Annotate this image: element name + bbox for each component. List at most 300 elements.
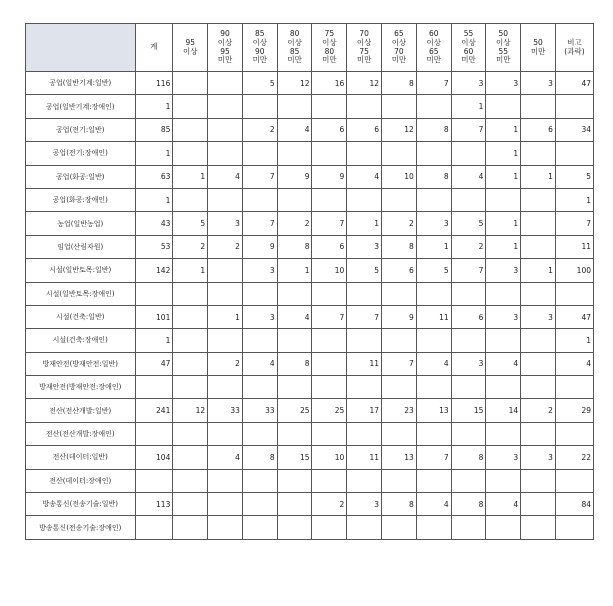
table-cell: 8 — [277, 235, 312, 258]
table-cell: 33 — [242, 399, 277, 422]
table-cell — [312, 329, 347, 352]
table-row — [26, 305, 594, 328]
table-cell: 22 — [555, 446, 593, 469]
table-cell — [173, 95, 208, 118]
column-header-line: 미만 — [530, 46, 546, 56]
table-cell: 1 — [555, 329, 593, 352]
column-header-line: 미만 — [356, 55, 372, 65]
table-cell: 3 — [347, 235, 382, 258]
table-cell — [173, 329, 208, 352]
table-cell: 4 — [486, 352, 521, 375]
table-cell — [521, 329, 556, 352]
table-cell: 5 — [242, 72, 277, 95]
table-cell — [451, 516, 486, 539]
table-cell — [416, 469, 451, 492]
table-cell: 3 — [486, 305, 521, 328]
table-cell: 9 — [312, 165, 347, 188]
table-cell — [382, 282, 417, 305]
table-cell — [312, 188, 347, 211]
table-cell: 3 — [416, 212, 451, 235]
table-cell: 2 — [208, 352, 243, 375]
table-cell — [486, 516, 521, 539]
table-cell: 8 — [382, 235, 417, 258]
row-label: 전산(데이터:일반) — [26, 446, 136, 469]
table-cell: 4 — [277, 118, 312, 141]
row-label: 전산(전산개발:장애인) — [26, 422, 136, 445]
table-row — [26, 329, 594, 352]
column-header-line: 미만 — [217, 55, 233, 65]
table-cell: 6 — [347, 118, 382, 141]
table-cell — [347, 422, 382, 445]
column-header-line: 이상 — [287, 37, 302, 47]
column-header-line: 미만 — [252, 55, 268, 65]
column-header-line: 미만 — [426, 55, 441, 65]
table-cell: 113 — [135, 493, 173, 516]
table-cell — [451, 142, 486, 165]
table-cell — [451, 282, 486, 305]
table-cell: 12 — [382, 118, 417, 141]
table-cell — [451, 422, 486, 445]
column-header — [173, 24, 208, 72]
column-header-line: 70 — [359, 29, 369, 39]
table-cell: 11 — [347, 446, 382, 469]
table-cell — [312, 376, 347, 399]
table-cell: 8 — [382, 493, 417, 516]
table-cell: 9 — [382, 305, 417, 328]
row-label: 방송통신(전송기술:일반) — [26, 493, 136, 516]
row-label: 농업(일반농업) — [26, 212, 136, 235]
table-cell — [486, 329, 521, 352]
table-cell — [312, 95, 347, 118]
table-row — [26, 282, 594, 305]
table-cell: 3 — [486, 72, 521, 95]
table-cell — [242, 376, 277, 399]
table-row — [26, 399, 594, 422]
table-cell: 8 — [277, 352, 312, 375]
table-cell — [382, 376, 417, 399]
row-label: 임업(산림자원) — [26, 235, 136, 258]
column-header-line: 55 — [498, 46, 509, 56]
table-cell: 8 — [416, 118, 451, 141]
table-cell: 4 — [486, 493, 521, 516]
table-cell — [416, 188, 451, 211]
table-cell: 15 — [451, 399, 486, 422]
table-cell — [208, 188, 243, 211]
table-cell — [382, 142, 417, 165]
table-cell — [173, 118, 208, 141]
table-cell: 3 — [486, 446, 521, 469]
table-cell: 8 — [451, 493, 486, 516]
table-cell — [208, 282, 243, 305]
column-header-line: 55 — [463, 29, 474, 39]
row-label: 시설(일반토목:장애인) — [26, 282, 136, 305]
table-cell — [451, 188, 486, 211]
table-cell — [521, 352, 556, 375]
column-header-line: 미만 — [287, 55, 302, 65]
table-cell — [555, 282, 593, 305]
table-cell — [347, 329, 382, 352]
table-cell: 10 — [382, 165, 417, 188]
table-cell — [208, 259, 243, 282]
table-cell: 8 — [242, 446, 277, 469]
column-header-line: 50 — [533, 37, 543, 47]
table-cell: 47 — [555, 72, 593, 95]
table-cell — [416, 422, 451, 445]
table-cell: 15 — [277, 446, 312, 469]
table-cell — [242, 469, 277, 492]
table-cell: 6 — [312, 235, 347, 258]
column-header — [277, 24, 312, 72]
column-header-line: 75 — [324, 29, 335, 39]
table-cell — [382, 95, 417, 118]
table-cell — [277, 142, 312, 165]
table-cell — [521, 282, 556, 305]
table-cell: 23 — [382, 399, 417, 422]
table-cell: 1 — [486, 165, 521, 188]
table-cell — [416, 376, 451, 399]
table-cell: 2 — [277, 212, 312, 235]
column-header-line: 미만 — [496, 55, 511, 65]
table-cell: 4 — [416, 352, 451, 375]
table-row — [26, 165, 594, 188]
table-cell: 1 — [135, 188, 173, 211]
column-header-line: 미만 — [322, 55, 337, 65]
table-cell — [521, 212, 556, 235]
table-cell: 1 — [135, 142, 173, 165]
table-cell: 47 — [555, 305, 593, 328]
column-header-line: 이상 — [183, 46, 198, 56]
table-cell — [451, 376, 486, 399]
table-cell — [347, 469, 382, 492]
table-cell: 11 — [555, 235, 593, 258]
table-cell — [173, 305, 208, 328]
table-cell: 5 — [347, 259, 382, 282]
table-cell: 7 — [451, 259, 486, 282]
table-cell: 7 — [347, 305, 382, 328]
table-cell: 116 — [135, 72, 173, 95]
table-row — [26, 352, 594, 375]
table-cell: 7 — [416, 446, 451, 469]
table-cell: 1 — [486, 212, 521, 235]
table-cell — [486, 282, 521, 305]
column-header-line: 70 — [394, 46, 404, 56]
table-cell — [521, 493, 556, 516]
table-cell: 84 — [555, 493, 593, 516]
table-cell — [486, 95, 521, 118]
table-cell — [242, 95, 277, 118]
table-cell — [521, 469, 556, 492]
table-cell: 17 — [347, 399, 382, 422]
table-cell — [347, 188, 382, 211]
column-header — [555, 24, 593, 72]
table-row — [26, 72, 594, 95]
table-cell: 2 — [173, 235, 208, 258]
table-cell — [451, 469, 486, 492]
column-header-line: 이상 — [426, 37, 441, 47]
row-label: 방송통신(전송기술:장애인) — [26, 516, 136, 539]
column-header-line: 이상 — [391, 37, 407, 47]
table-cell — [347, 516, 382, 539]
table-cell: 12 — [173, 399, 208, 422]
table-cell — [208, 95, 243, 118]
column-header-line: 95 — [220, 46, 230, 56]
table-cell — [486, 376, 521, 399]
table-cell: 104 — [135, 446, 173, 469]
table-cell: 1 — [416, 235, 451, 258]
table-cell — [277, 516, 312, 539]
table-cell — [173, 422, 208, 445]
header-row — [26, 24, 594, 72]
table-cell: 8 — [382, 72, 417, 95]
table-cell — [555, 516, 593, 539]
table-cell: 7 — [242, 165, 277, 188]
table-cell — [521, 95, 556, 118]
table-cell: 1 — [451, 95, 486, 118]
table-cell: 29 — [555, 399, 593, 422]
table-cell: 4 — [416, 493, 451, 516]
table-cell: 47 — [135, 352, 173, 375]
table-row — [26, 142, 594, 165]
column-header-line: 미만 — [391, 55, 407, 65]
table-cell: 1 — [486, 235, 521, 258]
table-cell — [416, 282, 451, 305]
table-cell: 7 — [555, 212, 593, 235]
table-cell — [277, 376, 312, 399]
table-cell: 1 — [521, 165, 556, 188]
table-cell — [208, 329, 243, 352]
row-label: 전산(데이터:장애인) — [26, 469, 136, 492]
column-header-line: 60 — [428, 29, 439, 39]
column-header-line: 이상 — [356, 37, 372, 47]
table-cell: 3 — [451, 352, 486, 375]
row-label: 시설(일반토목:일반) — [26, 259, 136, 282]
table-cell — [173, 72, 208, 95]
header-corner-cell — [26, 24, 136, 72]
score-distribution-table — [25, 23, 594, 540]
table-cell: 7 — [382, 352, 417, 375]
table-cell — [382, 516, 417, 539]
table-cell — [242, 282, 277, 305]
column-header-line: 65 — [428, 46, 439, 56]
table-cell: 10 — [312, 259, 347, 282]
table-cell — [208, 72, 243, 95]
table-cell: 4 — [208, 165, 243, 188]
table-cell — [347, 282, 382, 305]
table-cell: 1 — [173, 259, 208, 282]
table-cell — [416, 516, 451, 539]
table-cell — [208, 493, 243, 516]
table-cell — [555, 469, 593, 492]
table-cell: 1 — [521, 259, 556, 282]
table-cell — [382, 329, 417, 352]
table-cell — [451, 329, 486, 352]
table-cell — [242, 142, 277, 165]
table-cell — [242, 516, 277, 539]
table-cell — [135, 516, 173, 539]
table-cell — [347, 376, 382, 399]
table-cell: 4 — [208, 446, 243, 469]
table-cell — [208, 118, 243, 141]
column-header — [486, 24, 521, 72]
table-cell: 241 — [135, 399, 173, 422]
table-row — [26, 95, 594, 118]
table-cell — [173, 446, 208, 469]
column-header-line: 이상 — [461, 37, 476, 47]
table-cell: 12 — [347, 72, 382, 95]
table-cell — [521, 142, 556, 165]
table-cell — [242, 493, 277, 516]
column-header-line: 95 — [185, 37, 196, 47]
column-header-line: 60 — [463, 46, 474, 56]
table-row — [26, 376, 594, 399]
table-row — [26, 446, 594, 469]
column-header — [416, 24, 451, 72]
table-cell — [277, 422, 312, 445]
column-header-line: 90 — [255, 46, 265, 56]
column-header-line: 미만 — [461, 55, 476, 65]
table-body — [26, 72, 594, 540]
table-cell: 6 — [382, 259, 417, 282]
table-cell: 53 — [135, 235, 173, 258]
table-cell — [173, 516, 208, 539]
table-cell: 2 — [451, 235, 486, 258]
column-header-line: 85 — [255, 29, 265, 39]
table-cell: 63 — [135, 165, 173, 188]
table-cell: 9 — [242, 235, 277, 258]
column-header-line: 계 — [150, 42, 158, 52]
table-cell: 4 — [347, 165, 382, 188]
row-label: 방재안전(방재안전:장애인) — [26, 376, 136, 399]
table-cell: 16 — [312, 72, 347, 95]
table-row — [26, 235, 594, 258]
table-cell: 1 — [208, 305, 243, 328]
table-cell — [521, 376, 556, 399]
table-cell: 5 — [451, 212, 486, 235]
table-cell: 25 — [312, 399, 347, 422]
row-label: 공업(일반기계:장애인) — [26, 95, 136, 118]
table-cell: 14 — [486, 399, 521, 422]
table-cell: 2 — [312, 493, 347, 516]
table-cell: 1 — [277, 259, 312, 282]
table-cell: 7 — [416, 72, 451, 95]
table-cell: 1 — [486, 142, 521, 165]
column-header-line: 이상 — [322, 37, 337, 47]
column-header-line: (과락) — [564, 46, 585, 56]
table-row — [26, 422, 594, 445]
table-cell — [242, 422, 277, 445]
table-cell — [277, 188, 312, 211]
row-label: 전산(전산개발:일반) — [26, 399, 136, 422]
table-row — [26, 212, 594, 235]
table-cell — [555, 95, 593, 118]
table-cell: 10 — [312, 446, 347, 469]
column-header-line: 이상 — [217, 37, 233, 47]
row-label: 공업(전기:일반) — [26, 118, 136, 141]
table-cell: 12 — [277, 72, 312, 95]
table-row — [26, 469, 594, 492]
table-cell: 3 — [347, 493, 382, 516]
column-header — [242, 24, 277, 72]
table-cell — [312, 142, 347, 165]
row-label: 방재안전(방재안전:일반) — [26, 352, 136, 375]
table-cell: 4 — [451, 165, 486, 188]
table-cell: 11 — [416, 305, 451, 328]
table-cell: 8 — [451, 446, 486, 469]
table-cell: 101 — [135, 305, 173, 328]
table-cell — [521, 422, 556, 445]
column-header — [451, 24, 486, 72]
table-cell — [312, 469, 347, 492]
row-label: 시설(건축:장애인) — [26, 329, 136, 352]
table-cell: 7 — [312, 305, 347, 328]
table-cell: 3 — [242, 259, 277, 282]
table-cell — [382, 188, 417, 211]
table-cell — [382, 422, 417, 445]
table-row — [26, 493, 594, 516]
table-cell: 3 — [242, 305, 277, 328]
table-cell: 85 — [135, 118, 173, 141]
table-cell — [173, 352, 208, 375]
table-cell: 2 — [521, 399, 556, 422]
table-cell: 2 — [208, 235, 243, 258]
row-label: 공업(화공:장애인) — [26, 188, 136, 211]
column-header-line: 90 — [220, 29, 230, 39]
table-cell — [382, 469, 417, 492]
table-cell: 1 — [555, 188, 593, 211]
table-cell — [486, 469, 521, 492]
table-cell: 3 — [521, 446, 556, 469]
row-label: 시설(건축:일반) — [26, 305, 136, 328]
table-cell — [312, 282, 347, 305]
column-header-line: 85 — [289, 46, 300, 56]
table-cell — [208, 516, 243, 539]
table-cell — [277, 469, 312, 492]
table-cell — [173, 376, 208, 399]
table-row — [26, 259, 594, 282]
row-label: 공업(일반기계:일반) — [26, 72, 136, 95]
column-header-line: 이상 — [252, 37, 268, 47]
table-cell — [521, 235, 556, 258]
column-header — [208, 24, 243, 72]
table-cell: 6 — [312, 118, 347, 141]
table-cell: 5 — [555, 165, 593, 188]
column-header-line: 이상 — [496, 37, 511, 47]
table-cell — [277, 493, 312, 516]
row-label: 공업(화공:일반) — [26, 165, 136, 188]
table-cell: 33 — [208, 399, 243, 422]
table-cell — [521, 188, 556, 211]
table-cell — [312, 352, 347, 375]
column-header — [135, 24, 173, 72]
table-cell — [416, 95, 451, 118]
table-cell: 5 — [416, 259, 451, 282]
table-cell — [242, 188, 277, 211]
column-header-line: 80 — [324, 46, 335, 56]
table-cell — [347, 142, 382, 165]
column-header-line: 75 — [359, 46, 369, 56]
table-cell: 7 — [312, 212, 347, 235]
table-row — [26, 188, 594, 211]
table-cell — [555, 376, 593, 399]
table-cell: 13 — [382, 446, 417, 469]
table-cell — [173, 282, 208, 305]
table-cell — [312, 422, 347, 445]
table-cell — [135, 422, 173, 445]
table-cell: 11 — [347, 352, 382, 375]
table-cell — [242, 329, 277, 352]
table-cell: 7 — [451, 118, 486, 141]
table-cell — [277, 329, 312, 352]
